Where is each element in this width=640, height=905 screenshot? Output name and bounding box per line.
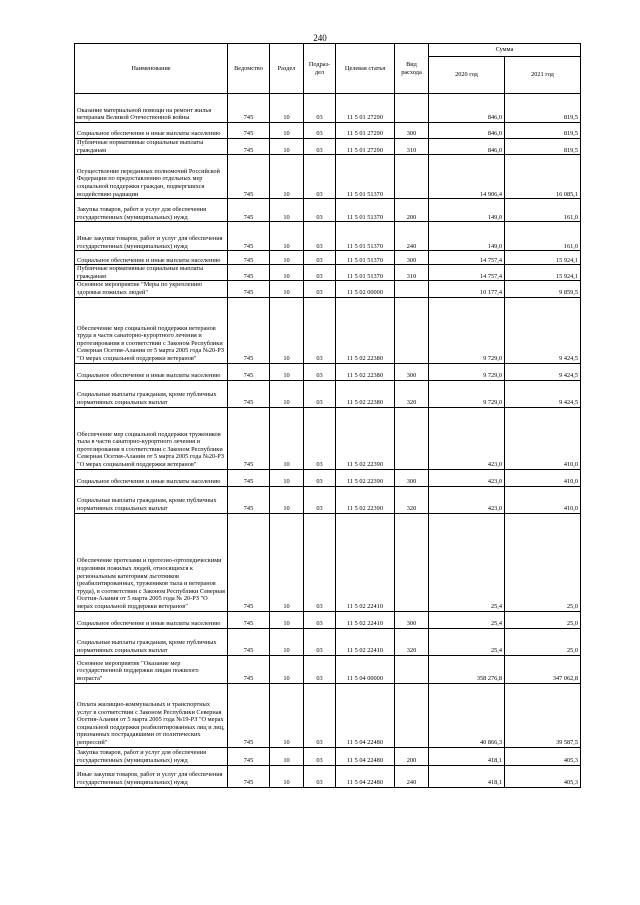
row-razdel-cell: 10 bbox=[270, 155, 304, 199]
table-row bbox=[75, 123, 581, 139]
row-expense-type-cell bbox=[395, 655, 429, 683]
table-header bbox=[75, 44, 581, 94]
table-row bbox=[75, 611, 581, 628]
header-target-article: Целевая статья bbox=[336, 44, 395, 94]
table-row bbox=[75, 281, 581, 297]
row-sum-2020-cell: 25,4 bbox=[429, 611, 505, 628]
row-vedomstvo-cell: 745 bbox=[228, 469, 270, 486]
row-podrazdel-cell: 03 bbox=[304, 380, 336, 407]
row-vedomstvo-cell: 745 bbox=[228, 139, 270, 155]
row-name-cell: Основное мероприятие "Оказание мер государственной поддержки лицам пожилого возраста" bbox=[75, 655, 228, 683]
row-vedomstvo-cell: 745 bbox=[228, 94, 270, 123]
row-expense-type-cell: 240 bbox=[395, 222, 429, 251]
header-year-2021: 2021 год bbox=[505, 57, 581, 94]
row-name-cell: Иные закупки товаров, работ и услуг для обеспечения государственных (муниципальных) нужд bbox=[75, 222, 228, 251]
table-row bbox=[75, 363, 581, 380]
table-row bbox=[75, 222, 581, 251]
table-row bbox=[75, 683, 581, 747]
row-podrazdel-cell: 03 bbox=[304, 251, 336, 265]
header-vedomstvo: Ведомство bbox=[228, 44, 270, 94]
header-name: Наименование bbox=[75, 44, 228, 94]
row-razdel-cell: 10 bbox=[270, 199, 304, 222]
row-sum-2021-cell: 15 924,1 bbox=[505, 251, 581, 265]
row-expense-type-cell: 320 bbox=[395, 628, 429, 655]
row-vedomstvo-cell: 745 bbox=[228, 155, 270, 199]
row-name-cell: Публичные нормативные социальные выплаты гражданам bbox=[75, 139, 228, 155]
row-sum-2020-cell: 9 729,0 bbox=[429, 363, 505, 380]
row-sum-2021-cell: 39 587,5 bbox=[505, 683, 581, 747]
row-expense-type-cell: 310 bbox=[395, 139, 429, 155]
row-target-cell: 11 5 02 22410 bbox=[336, 628, 395, 655]
row-vedomstvo-cell: 745 bbox=[228, 747, 270, 765]
row-target-cell: 11 5 01 51370 bbox=[336, 251, 395, 265]
row-vedomstvo-cell: 745 bbox=[228, 486, 270, 513]
row-expense-type-cell: 240 bbox=[395, 765, 429, 787]
row-razdel-cell: 10 bbox=[270, 628, 304, 655]
row-sum-2021-cell: 9 424,5 bbox=[505, 297, 581, 363]
row-target-cell: 11 5 04 00000 bbox=[336, 655, 395, 683]
row-podrazdel-cell: 03 bbox=[304, 655, 336, 683]
row-vedomstvo-cell: 745 bbox=[228, 363, 270, 380]
row-podrazdel-cell: 03 bbox=[304, 765, 336, 787]
row-name-cell: Закупка товаров, работ и услуг для обеспечения государственных (муниципальных) нужд bbox=[75, 199, 228, 222]
row-name-cell: Публичные нормативные социальные выплаты гражданам bbox=[75, 265, 228, 281]
row-sum-2020-cell: 423,0 bbox=[429, 469, 505, 486]
row-expense-type-cell bbox=[395, 281, 429, 297]
row-name-cell: Социальное обеспечение и иные выплаты населению bbox=[75, 123, 228, 139]
row-name-cell: Основное мероприятие "Меры по укреплению здоровья пожилых людей" bbox=[75, 281, 228, 297]
row-sum-2021-cell: 25,0 bbox=[505, 513, 581, 611]
row-target-cell: 11 5 01 51370 bbox=[336, 222, 395, 251]
table-row bbox=[75, 628, 581, 655]
row-sum-2020-cell: 14 757,4 bbox=[429, 265, 505, 281]
row-name-cell: Оказание материальной помощи на ремонт жилья ветеранам Великой Отечественной войны bbox=[75, 94, 228, 123]
row-name-cell: Обеспечение мер социальной поддержки тружеников тыла в части санаторно-курортного лечения и протезирования в соответствии с Законом Республики Северная Осетия-Алания от 5 марта 2005 года №20-РЗ "О мерах социальной поддержки ветеранов" bbox=[75, 407, 228, 469]
table-row bbox=[75, 199, 581, 222]
row-target-cell: 11 5 01 27290 bbox=[336, 123, 395, 139]
row-name-cell: Оплата жилищно-коммунальных и транспортных услуг в соответствии с Законом Республики Северная Осетия-Алания от 5 марта 2005 года №19-РЗ "О мерах социальной поддержки реабилитированных лиц и лиц, признанных пострадавшими от политических репрессий" bbox=[75, 683, 228, 747]
row-razdel-cell: 10 bbox=[270, 486, 304, 513]
row-podrazdel-cell: 03 bbox=[304, 363, 336, 380]
row-vedomstvo-cell: 745 bbox=[228, 683, 270, 747]
table-row bbox=[75, 139, 581, 155]
row-expense-type-cell: 200 bbox=[395, 747, 429, 765]
row-razdel-cell: 10 bbox=[270, 281, 304, 297]
header-expense-type: Вид расхода bbox=[395, 44, 429, 94]
row-sum-2021-cell: 15 924,1 bbox=[505, 265, 581, 281]
row-target-cell: 11 5 02 00000 bbox=[336, 281, 395, 297]
row-podrazdel-cell: 03 bbox=[304, 155, 336, 199]
row-expense-type-cell: 300 bbox=[395, 611, 429, 628]
row-sum-2021-cell: 819,5 bbox=[505, 123, 581, 139]
row-target-cell: 11 5 01 27290 bbox=[336, 94, 395, 123]
row-razdel-cell: 10 bbox=[270, 139, 304, 155]
row-podrazdel-cell: 03 bbox=[304, 139, 336, 155]
table-row bbox=[75, 513, 581, 611]
row-podrazdel-cell: 03 bbox=[304, 683, 336, 747]
row-razdel-cell: 10 bbox=[270, 469, 304, 486]
table-row bbox=[75, 94, 581, 123]
row-target-cell: 11 5 02 22380 bbox=[336, 380, 395, 407]
row-name-cell: Закупка товаров, работ и услуг для обеспечения государственных (муниципальных) нужд bbox=[75, 747, 228, 765]
row-sum-2020-cell: 149,0 bbox=[429, 222, 505, 251]
row-name-cell: Социальное обеспечение и иные выплаты населению bbox=[75, 611, 228, 628]
row-podrazdel-cell: 03 bbox=[304, 747, 336, 765]
table-row bbox=[75, 251, 581, 265]
row-sum-2020-cell: 25,4 bbox=[429, 513, 505, 611]
row-vedomstvo-cell: 745 bbox=[228, 407, 270, 469]
row-name-cell: Обеспечение протезами и протезно-ортопедическими изделиями пожилых людей, относящихся к региональным категориям льготников (реабилитированных, тружеников тыла и ветеранов труда), в соответствии с Законом Республики Северная Осетия-Алания от 5 марта 2005 года № 20-РЗ "О мерах социальной поддержки ветеранов" bbox=[75, 513, 228, 611]
row-sum-2021-cell: 9 424,5 bbox=[505, 363, 581, 380]
table-row bbox=[75, 747, 581, 765]
row-name-cell: Осуществление переданных полномочий Российской Федерации по предоставлению отдельных мер социальной поддержки граждан, подвергшихся воздействию радиации bbox=[75, 155, 228, 199]
row-vedomstvo-cell: 745 bbox=[228, 380, 270, 407]
row-sum-2020-cell: 423,0 bbox=[429, 407, 505, 469]
row-podrazdel-cell: 03 bbox=[304, 469, 336, 486]
row-target-cell: 11 5 02 22410 bbox=[336, 611, 395, 628]
row-name-cell: Социальное обеспечение и иные выплаты населению bbox=[75, 469, 228, 486]
row-sum-2021-cell: 16 085,1 bbox=[505, 155, 581, 199]
table-row bbox=[75, 380, 581, 407]
row-vedomstvo-cell: 745 bbox=[228, 655, 270, 683]
row-target-cell: 11 5 04 22480 bbox=[336, 765, 395, 787]
row-sum-2020-cell: 14 757,4 bbox=[429, 251, 505, 265]
row-razdel-cell: 10 bbox=[270, 297, 304, 363]
row-vedomstvo-cell: 745 bbox=[228, 513, 270, 611]
row-target-cell: 11 5 01 27290 bbox=[336, 139, 395, 155]
row-expense-type-cell: 300 bbox=[395, 363, 429, 380]
row-razdel-cell: 10 bbox=[270, 123, 304, 139]
row-target-cell: 11 5 01 51370 bbox=[336, 199, 395, 222]
row-razdel-cell: 10 bbox=[270, 683, 304, 747]
row-podrazdel-cell: 03 bbox=[304, 199, 336, 222]
row-target-cell: 11 5 01 51370 bbox=[336, 155, 395, 199]
row-sum-2021-cell: 347 062,8 bbox=[505, 655, 581, 683]
row-razdel-cell: 10 bbox=[270, 655, 304, 683]
row-sum-2021-cell: 161,0 bbox=[505, 222, 581, 251]
row-vedomstvo-cell: 745 bbox=[228, 199, 270, 222]
row-sum-2020-cell: 149,0 bbox=[429, 199, 505, 222]
header-year-2020: 2020 год bbox=[429, 57, 505, 94]
row-vedomstvo-cell: 745 bbox=[228, 265, 270, 281]
row-name-cell: Иные закупки товаров, работ и услуг для обеспечения государственных (муниципальных) нужд bbox=[75, 765, 228, 787]
table-row bbox=[75, 655, 581, 683]
table-row bbox=[75, 407, 581, 469]
row-sum-2020-cell: 358 276,8 bbox=[429, 655, 505, 683]
row-vedomstvo-cell: 745 bbox=[228, 611, 270, 628]
row-sum-2020-cell: 418,1 bbox=[429, 765, 505, 787]
page-number: 240 bbox=[313, 33, 327, 43]
row-sum-2021-cell: 410,0 bbox=[505, 469, 581, 486]
row-razdel-cell: 10 bbox=[270, 747, 304, 765]
table-row bbox=[75, 155, 581, 199]
row-expense-type-cell bbox=[395, 513, 429, 611]
row-sum-2021-cell: 405,3 bbox=[505, 747, 581, 765]
row-sum-2021-cell: 9 859,5 bbox=[505, 281, 581, 297]
table-body bbox=[75, 94, 581, 788]
row-podrazdel-cell: 03 bbox=[304, 628, 336, 655]
row-target-cell: 11 5 02 22390 bbox=[336, 486, 395, 513]
table-row bbox=[75, 486, 581, 513]
row-vedomstvo-cell: 745 bbox=[228, 765, 270, 787]
row-target-cell: 11 5 04 22480 bbox=[336, 683, 395, 747]
row-sum-2020-cell: 25,4 bbox=[429, 628, 505, 655]
row-name-cell: Социальные выплаты гражданам, кроме публичных нормативных социальных выплат bbox=[75, 380, 228, 407]
row-sum-2021-cell: 405,3 bbox=[505, 765, 581, 787]
row-sum-2020-cell: 846,0 bbox=[429, 139, 505, 155]
row-podrazdel-cell: 03 bbox=[304, 297, 336, 363]
row-podrazdel-cell: 03 bbox=[304, 265, 336, 281]
header-podrazdel: Подраз-дел bbox=[304, 44, 336, 94]
row-razdel-cell: 10 bbox=[270, 94, 304, 123]
row-sum-2020-cell: 10 177,4 bbox=[429, 281, 505, 297]
row-razdel-cell: 10 bbox=[270, 380, 304, 407]
row-expense-type-cell bbox=[395, 155, 429, 199]
row-sum-2021-cell: 25,0 bbox=[505, 611, 581, 628]
row-target-cell: 11 5 04 22480 bbox=[336, 747, 395, 765]
row-sum-2020-cell: 40 866,3 bbox=[429, 683, 505, 747]
row-sum-2020-cell: 418,1 bbox=[429, 747, 505, 765]
row-sum-2021-cell: 410,0 bbox=[505, 486, 581, 513]
row-sum-2021-cell: 25,0 bbox=[505, 628, 581, 655]
row-sum-2020-cell: 14 906,4 bbox=[429, 155, 505, 199]
row-vedomstvo-cell: 745 bbox=[228, 251, 270, 265]
row-expense-type-cell: 300 bbox=[395, 469, 429, 486]
row-vedomstvo-cell: 745 bbox=[228, 123, 270, 139]
row-expense-type-cell: 310 bbox=[395, 265, 429, 281]
row-target-cell: 11 5 02 22390 bbox=[336, 469, 395, 486]
row-razdel-cell: 10 bbox=[270, 222, 304, 251]
row-sum-2021-cell: 819,5 bbox=[505, 139, 581, 155]
row-podrazdel-cell: 03 bbox=[304, 281, 336, 297]
row-sum-2021-cell: 161,0 bbox=[505, 199, 581, 222]
row-target-cell: 11 5 02 22380 bbox=[336, 363, 395, 380]
row-sum-2021-cell: 410,0 bbox=[505, 407, 581, 469]
row-razdel-cell: 10 bbox=[270, 407, 304, 469]
row-podrazdel-cell: 03 bbox=[304, 123, 336, 139]
table-row bbox=[75, 469, 581, 486]
row-target-cell: 11 5 01 51370 bbox=[336, 265, 395, 281]
row-name-cell: Социальное обеспечение и иные выплаты населению bbox=[75, 363, 228, 380]
row-podrazdel-cell: 03 bbox=[304, 222, 336, 251]
row-razdel-cell: 10 bbox=[270, 251, 304, 265]
row-razdel-cell: 10 bbox=[270, 765, 304, 787]
row-sum-2020-cell: 846,0 bbox=[429, 123, 505, 139]
row-expense-type-cell bbox=[395, 407, 429, 469]
row-sum-2020-cell: 9 729,0 bbox=[429, 380, 505, 407]
row-vedomstvo-cell: 745 bbox=[228, 628, 270, 655]
row-sum-2021-cell: 819,5 bbox=[505, 94, 581, 123]
row-podrazdel-cell: 03 bbox=[304, 486, 336, 513]
row-vedomstvo-cell: 745 bbox=[228, 222, 270, 251]
row-target-cell: 11 5 02 22390 bbox=[336, 407, 395, 469]
row-expense-type-cell: 200 bbox=[395, 199, 429, 222]
row-target-cell: 11 5 02 22410 bbox=[336, 513, 395, 611]
row-expense-type-cell: 320 bbox=[395, 380, 429, 407]
row-expense-type-cell bbox=[395, 297, 429, 363]
row-expense-type-cell bbox=[395, 683, 429, 747]
row-name-cell: Социальные выплаты гражданам, кроме публичных нормативных социальных выплат bbox=[75, 628, 228, 655]
row-vedomstvo-cell: 745 bbox=[228, 297, 270, 363]
row-name-cell: Социальные выплаты гражданам, кроме публичных нормативных социальных выплат bbox=[75, 486, 228, 513]
row-podrazdel-cell: 03 bbox=[304, 407, 336, 469]
row-podrazdel-cell: 03 bbox=[304, 94, 336, 123]
row-podrazdel-cell: 03 bbox=[304, 513, 336, 611]
row-expense-type-cell bbox=[395, 94, 429, 123]
row-sum-2021-cell: 9 424,5 bbox=[505, 380, 581, 407]
row-target-cell: 11 5 02 22380 bbox=[336, 297, 395, 363]
header-sum: Сумма bbox=[429, 44, 581, 57]
row-sum-2020-cell: 846,0 bbox=[429, 94, 505, 123]
table-row bbox=[75, 297, 581, 363]
row-name-cell: Социальное обеспечение и иные выплаты населению bbox=[75, 251, 228, 265]
row-razdel-cell: 10 bbox=[270, 513, 304, 611]
row-podrazdel-cell: 03 bbox=[304, 611, 336, 628]
budget-table bbox=[74, 43, 581, 788]
table-row bbox=[75, 265, 581, 281]
row-expense-type-cell: 320 bbox=[395, 486, 429, 513]
row-expense-type-cell: 300 bbox=[395, 123, 429, 139]
header-razdel: Раздел bbox=[270, 44, 304, 94]
row-razdel-cell: 10 bbox=[270, 611, 304, 628]
row-name-cell: Обеспечение мер социальной поддержки ветеранов труда в части санаторно-курортного лечения и протезирования в соответствии с Законом Республики Северная Осетия-Алания от 5 марта 2005 года №20-РЗ "О мерах социальной поддержки ветеранов" bbox=[75, 297, 228, 363]
row-razdel-cell: 10 bbox=[270, 363, 304, 380]
row-expense-type-cell: 300 bbox=[395, 251, 429, 265]
row-sum-2020-cell: 423,0 bbox=[429, 486, 505, 513]
row-sum-2020-cell: 9 729,0 bbox=[429, 297, 505, 363]
table-row bbox=[75, 765, 581, 787]
row-razdel-cell: 10 bbox=[270, 265, 304, 281]
row-vedomstvo-cell: 745 bbox=[228, 281, 270, 297]
